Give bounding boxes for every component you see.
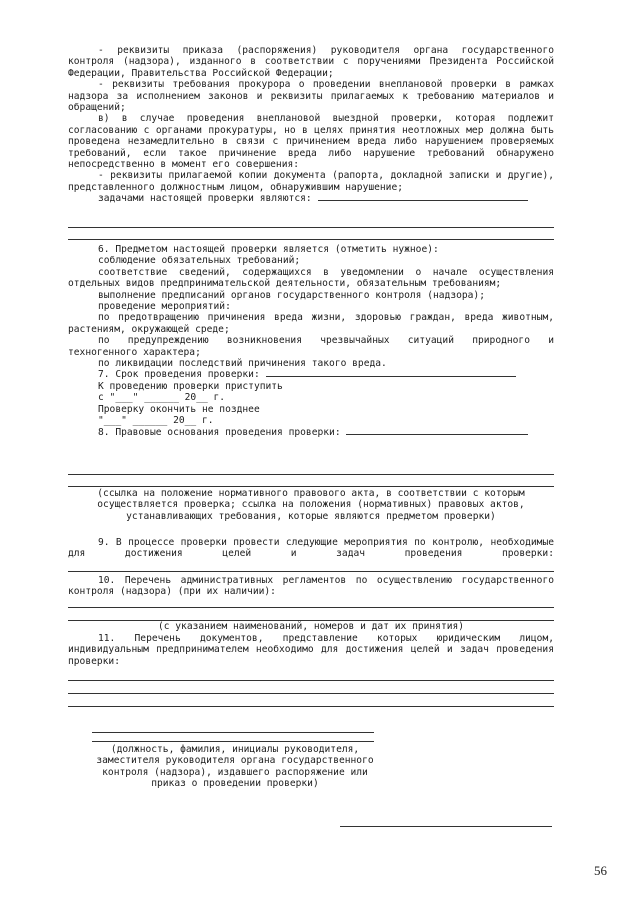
start-label: К проведению проверки приступить: [98, 380, 283, 392]
end-label: Проверку окончить не позднее: [98, 403, 260, 415]
tasks-text: задачами настоящей проверки являются:: [98, 193, 312, 205]
signatory-note-text: (должность, фамилия, инициалы руководителя, заместителя руководителя органа государственного контроля (надзора), издавшего распоряжение или приказ о проведении проверки): [96, 744, 374, 790]
signature-line-right: [340, 826, 552, 827]
section-7-title: [68, 369, 554, 380]
start-date: с "___" ______ 20__ г.: [98, 392, 226, 404]
section-6-item-liquidation: по ликвидации последствий причинения такого вреда.: [98, 358, 387, 370]
section-6-item-notification: соответствие сведений, содержащихся в уведомлении о начале осуществления отдельных видов предпринимательской деятельности, обязательным требованиям;: [68, 266, 554, 290]
block-section-6: [68, 244, 554, 438]
report-copy-requisites: - реквизиты прилагаемой копии документа (рапорта, докладной записки и другие), представленного должностным лицом, обнаружившим нарушение;: [68, 170, 554, 193]
section-10-text: 10. Перечень административных регламентов по осуществлению государственного контроля (надзора) (при их наличии):: [68, 575, 554, 598]
measures-line-1: [68, 571, 554, 572]
prikaz-requisites: - реквизиты приказа (распоряжения) руководителя органа государственного контроля (надзора), изданного в соответствии с поручениями Президента Российской Федерации, Правительства Российской Федерации;: [68, 45, 554, 79]
legal-grounds-note-text: (ссылка на положение нормативного правового акта, в соответствии с которым осуществляется проверка; ссылка на положения (нормативных) правовых актов, устанавливающих требования, которые являются предметом проверки): [97, 488, 525, 522]
tasks-fill-line: [318, 200, 528, 201]
regulations-line-1: [68, 607, 554, 608]
tasks-label: [68, 193, 554, 204]
tasks-line-1: [68, 227, 554, 228]
documents-line-2: [68, 693, 554, 694]
documents-line-1: [68, 680, 554, 681]
regulations-note: [68, 621, 554, 632]
section-7-title-text: 7. Срок проведения проверки:: [98, 369, 260, 381]
signatory-note: [90, 744, 380, 790]
regulations-note-text: (с указанием наименований, номеров и дат их принятия): [157, 621, 465, 632]
section-6-item-orders: выполнение предписаний органов государственного контроля (надзора);: [98, 289, 485, 301]
section-8-title: [68, 427, 554, 438]
tasks-line-2: [68, 239, 554, 240]
section-6-item-requirements: соблюдение обязательных требований;: [98, 255, 301, 267]
unscheduled-inspection-clause: в) в случае проведения внеплановой выездной проверки, которая подлежит согласованию с органами прокуратуры, но в целях принятия неотложных мер должна быть проведена незамедлительно в связи с причинением вреда либо нарушением проверяемых требований, если такое причинение вреда либо нарушение требований обнаружено непосредственно в момент его совершения:: [68, 113, 554, 171]
legal-grounds-line-2: [68, 486, 554, 487]
legal-grounds-fill-line: [346, 434, 528, 435]
block-grounds: [68, 45, 554, 205]
block-section-10: [68, 575, 554, 598]
page-number: 56: [594, 863, 607, 878]
legal-grounds-line-1: [68, 474, 554, 475]
section-11-text: 11. Перечень документов, представление которых юридическим лицом, индивидуальным предпринимателем необходимо для достижения целей и задач проведения проверки:: [68, 633, 554, 667]
block-section-11: [68, 633, 554, 667]
end-date: "___" ______ 20__ г.: [98, 415, 214, 427]
block-section-9: [68, 537, 554, 560]
section-8-title-text: 8. Правовые основания проведения проверки:: [98, 426, 341, 438]
prosecutor-requisites: - реквизиты требования прокурора о проведении внеплановой проверки в рамках надзора за исполнением законов и реквизиты прилагаемых к требованию материалов и обращений;: [68, 79, 554, 114]
section-6-item-emergencies: по предупреждению возникновения чрезвычайных ситуаций природного и техногенного характера;: [68, 335, 554, 358]
signature-line-1: [92, 732, 374, 733]
section-6-item-measures: проведение мероприятий:: [98, 301, 231, 313]
term-fill-line: [266, 376, 516, 377]
documents-line-3: [68, 706, 554, 707]
signature-line-2: [92, 741, 374, 742]
legal-grounds-note: [88, 488, 534, 522]
section-9-text: 9. В процессе проверки провести следующие мероприятия по контролю, необходимые для достижения целей и задач проведения проверки:: [68, 537, 554, 560]
section-6-item-prevent-harm: по предотвращению причинения вреда жизни, здоровью граждан, вреда животным, растениям, окружающей среде;: [68, 312, 554, 335]
section-6-title: 6. Предметом настоящей проверки является (отметить нужное):: [98, 244, 439, 255]
